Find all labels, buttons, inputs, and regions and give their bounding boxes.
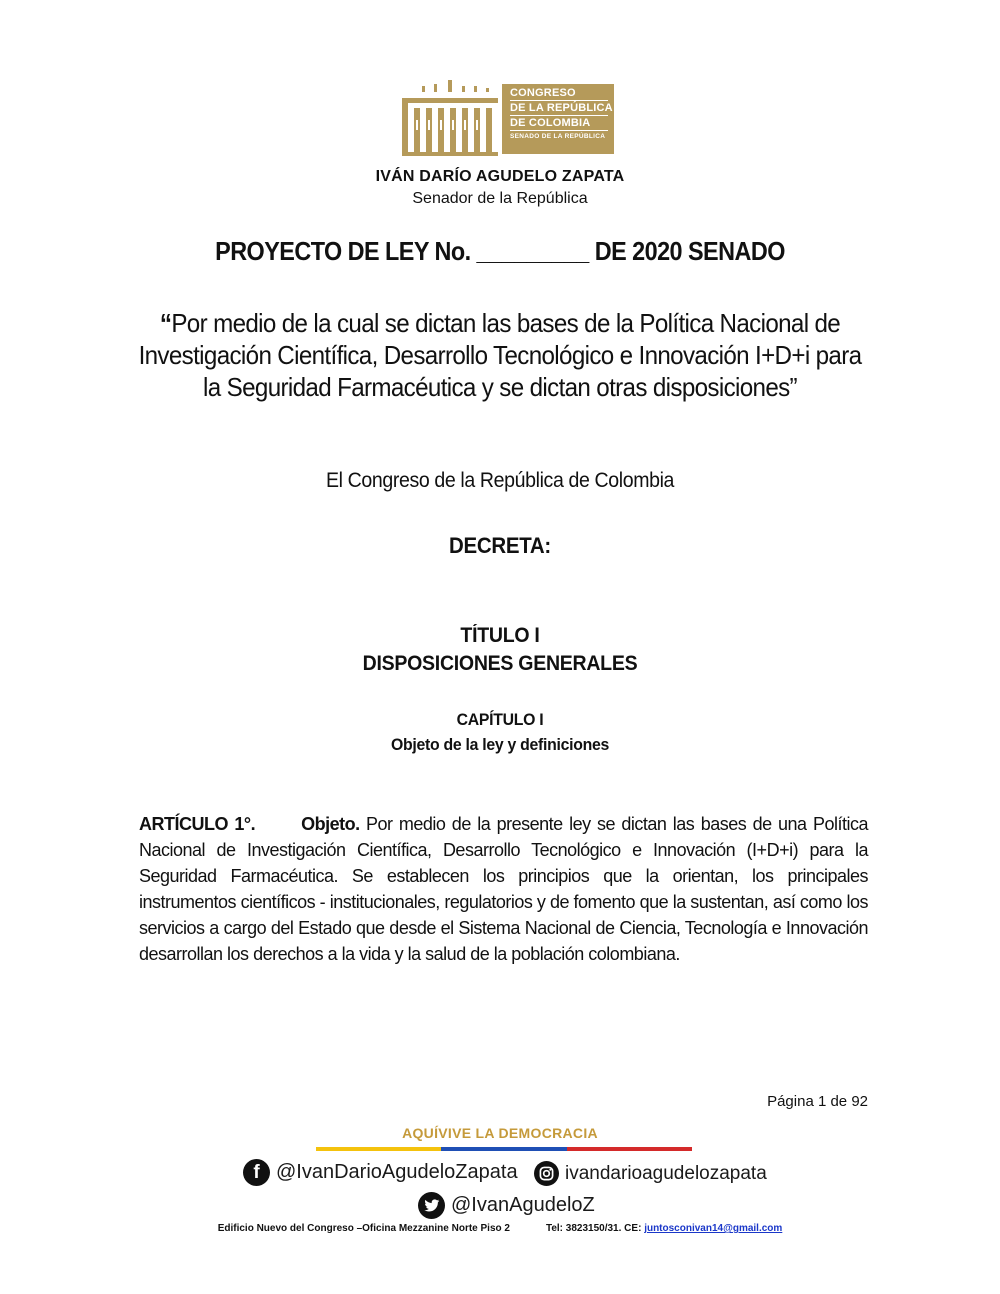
slogan: AQUÍVIVE LA DEMOCRACIA (402, 1125, 598, 1141)
enacting-clause: El Congreso de la República de Colombia (325, 469, 675, 492)
logo-wordmark (502, 84, 614, 154)
article-label: ARTÍCULO 1°. (139, 814, 256, 834)
twitter-link[interactable] (418, 1192, 595, 1219)
subtitle-open-quote: “ (159, 308, 172, 338)
congress-logo (388, 80, 628, 158)
author-name: IVÁN DARÍO AGUDELO ZAPATA (375, 168, 625, 185)
chapter-heading (35, 707, 965, 757)
bill-title: PROYECTO DE LEY No. _________ DE 2020 SENADO (215, 236, 785, 266)
article-name: Objeto. (301, 814, 360, 834)
logo-line: DE LA REPÚBLICA (510, 102, 613, 114)
facebook-icon: f (243, 1159, 270, 1186)
instagram-handle: ivandarioagudelozapata (565, 1162, 767, 1184)
decreta-heading: DECRETA: (449, 533, 551, 558)
flag-stripe-red (567, 1147, 692, 1151)
twitter-icon (418, 1192, 445, 1219)
flag-bar (316, 1147, 692, 1151)
author-role: Senador de la República (412, 190, 588, 207)
footer-contact (0, 1223, 1000, 1234)
capitol-emblem-icon (388, 80, 500, 158)
logo-line: CONGRESO (510, 87, 576, 99)
chapter-name: Objeto de la ley y definiciones (390, 735, 610, 754)
article-1 (139, 811, 868, 967)
instagram-link[interactable] (534, 1161, 767, 1186)
facebook-link[interactable] (243, 1159, 518, 1186)
flag-stripe-yellow (316, 1147, 441, 1151)
logo-line: DE COLOMBIA (510, 117, 591, 129)
facebook-handle: @IvanDarioAgudeloZapata (276, 1161, 518, 1183)
article-text: Por medio de la presente ley se dictan las bases de una Política Nacional de Investigación Científica, Desarrollo Tecnológico e Innovación (I+D+i) para la Seguridad Farmacéutica. Se establecen los principios que la orientan, los principales instrumentos científicos - institucionales, regulatorios y de fomento que la sustentan, así como los servicios a cargo del Estado que desde el Sistema Nacional de Ciencia, Tecnología e Innovación desarrollan los derechos a la vida y la salud de la población colombiana. (139, 814, 868, 964)
title-heading (35, 622, 965, 678)
chapter-number: CAPÍTULO I (456, 710, 544, 729)
title-name: DISPOSICIONES GENERALES (362, 652, 638, 675)
footer-email-link[interactable]: juntosconivan14@gmail.com (644, 1223, 783, 1234)
flag-stripe-blue (441, 1147, 566, 1151)
twitter-handle: @IvanAgudeloZ (451, 1194, 595, 1216)
subtitle-text: Por medio de la cual se dictan las bases de la Política Nacional de Investigación Científica, Desarrollo Tecnológico e Innovación I+D+i para la Seguridad Farmacéutica y se dictan otras disposiciones” (138, 308, 862, 402)
bill-subtitle (137, 307, 862, 403)
footer-phone: Tel: 3823150/31. CE: (545, 1223, 642, 1234)
footer-address: Edificio Nuevo del Congreso –Oficina Mezzanine Norte Piso 2 (217, 1223, 510, 1234)
page-number: Página 1 de 92 (767, 1093, 868, 1110)
logo-subline: SENADO DE LA REPÚBLICA (510, 133, 606, 140)
title-number: TÍTULO I (460, 624, 540, 647)
instagram-icon (534, 1161, 559, 1186)
